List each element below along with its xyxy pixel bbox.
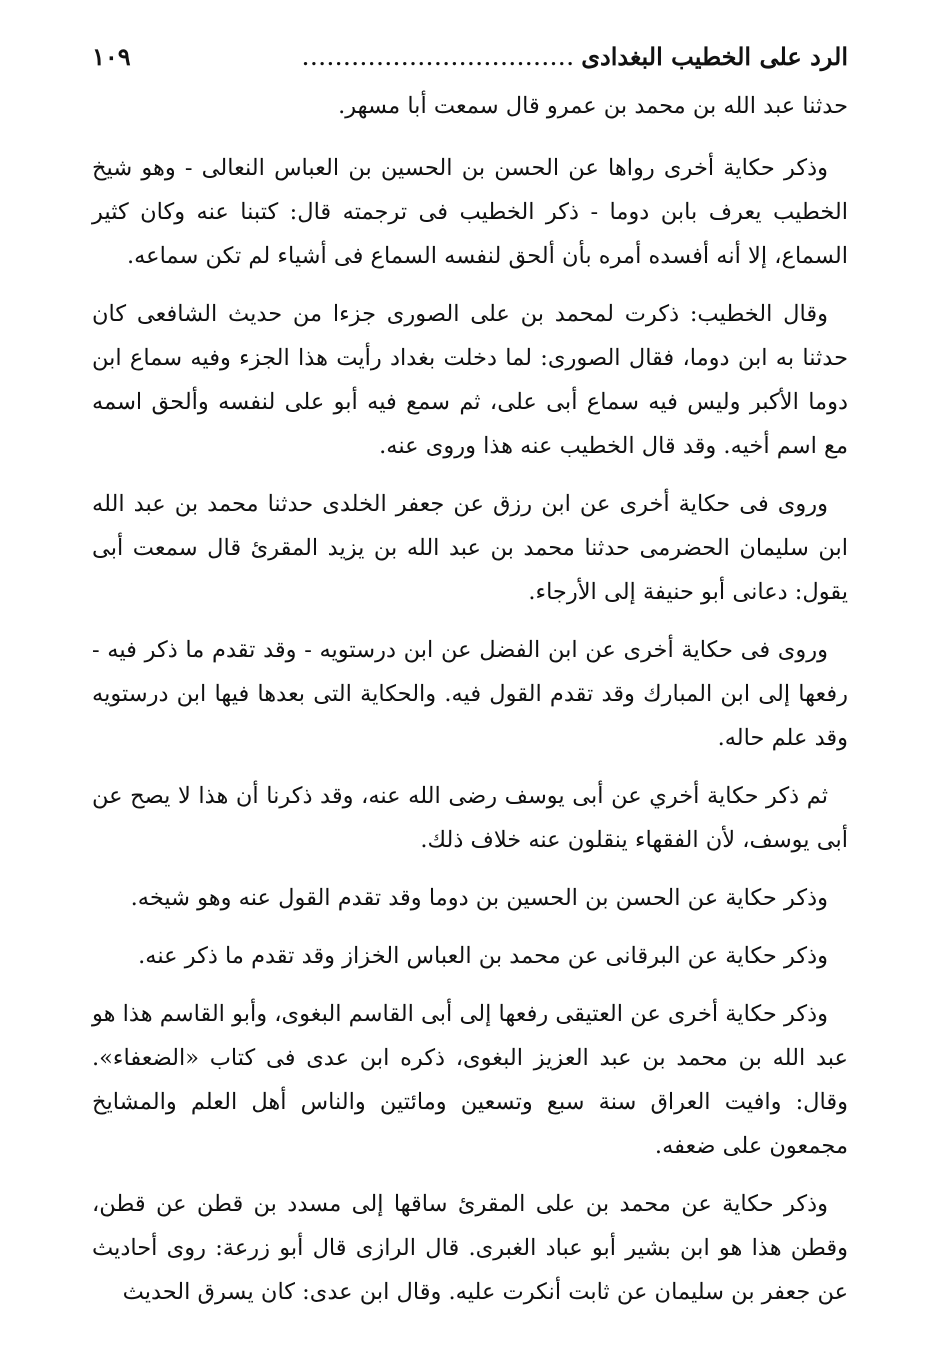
running-header [92,30,848,84]
paragraph: وذكر حكاية عن محمد بن على المقرئ ساقها إلى مسدد بن قطن عن قطن، وقطن هذا هو ابن بشير أبو عباد الغبرى. قال الرازى قال أبو زرعة: روى أحاديث عن جعفر بن سليمان عن ثابت أنكرت عليه. وقال ابن عدى: كان يسرق الحديث [92,1191,848,1305]
paragraph: حدثنا عبد الله بن محمد بن عمرو قال سمعت أبا مسهر. [338,93,848,119]
paragraph: ثم ذكر حكاية أخري عن أبى يوسف رضى الله عنه، وقد ذكرنا أن هذا لا يصح عن أبى يوسف، لأن الفقهاء ينقلون عنه خلاف ذلك. [92,783,848,853]
paragraph: وذكر حكاية أخرى رواها عن الحسن بن الحسين بن العباس النعالى - وهو شيخ الخطيب يعرف بابن دوما - ذكر الخطيب فى ترجمته قال: كتبنا عنه وكان كثير السماع، إلا أنه أفسده أمره بأن ألحق لنفسه السماع فى أشياء لم تكن سماعه. [92,155,848,269]
paragraph: وقال الخطيب: ذكرت لمحمد بن على الصورى جزءا من حديث الشافعى كان حدثنا به ابن دوما، فقال الصورى: لما دخلت بغداد رأيت هذا الجزء وفيه سماع ابن دوما الأكبر وليس فيه سماع أبى على، ثم سمع فيه أبو على لنفسه وألحق اسمه مع اسم أخيه. وقد قال الخطيب عنه هذا وروى عنه. [92,301,848,459]
paragraph: وروى فى حكاية أخرى عن ابن الفضل عن ابن درستويه - وقد تقدم ما ذكر فيه - رفعها إلى ابن المبارك وقد تقدم القول فيه. والحكاية التى بعدها فيها ابن درستويه وقد علم حاله. [92,637,848,751]
paragraph: وذكر حكاية عن البرقانى عن محمد بن العباس الخزاز وقد تقدم ما ذكر عنه. [138,943,828,969]
book-page [92,30,848,1340]
body-text [92,84,848,1314]
paragraph: وذكر حكاية أخرى عن العتيقى رفعها إلى أبى القاسم البغوى، وأبو القاسم هذا هو عبد الله بن محمد بن عبد العزيز البغوى، ذكره ابن عدى فى كتاب «الضعفاء». وقال: وافيت العراق سنة سبع وتسعين ومائتين والناس أهل العلم والمشايخ مجمعون على ضعفه. [92,1001,848,1159]
header-title: الرد على الخطيب البغدادى [581,42,848,71]
paragraph: وروى فى حكاية أخرى عن ابن رزق عن جعفر الخلدى حدثنا محمد بن عبد الله ابن سليمان الحضرمى حدثنا محمد بن عبد الله بن يزيد المقرئ قال سمعت أبى يقول: دعانى أبو حنيفة إلى الأرجاء. [92,491,848,605]
paragraph: وذكر حكاية عن الحسن بن الحسين بن دوما وقد تقدم القول عنه وهو شيخه. [130,885,828,911]
header-leader-dots: ................................. [302,49,576,70]
page-number: ١٠٩ [92,42,131,71]
